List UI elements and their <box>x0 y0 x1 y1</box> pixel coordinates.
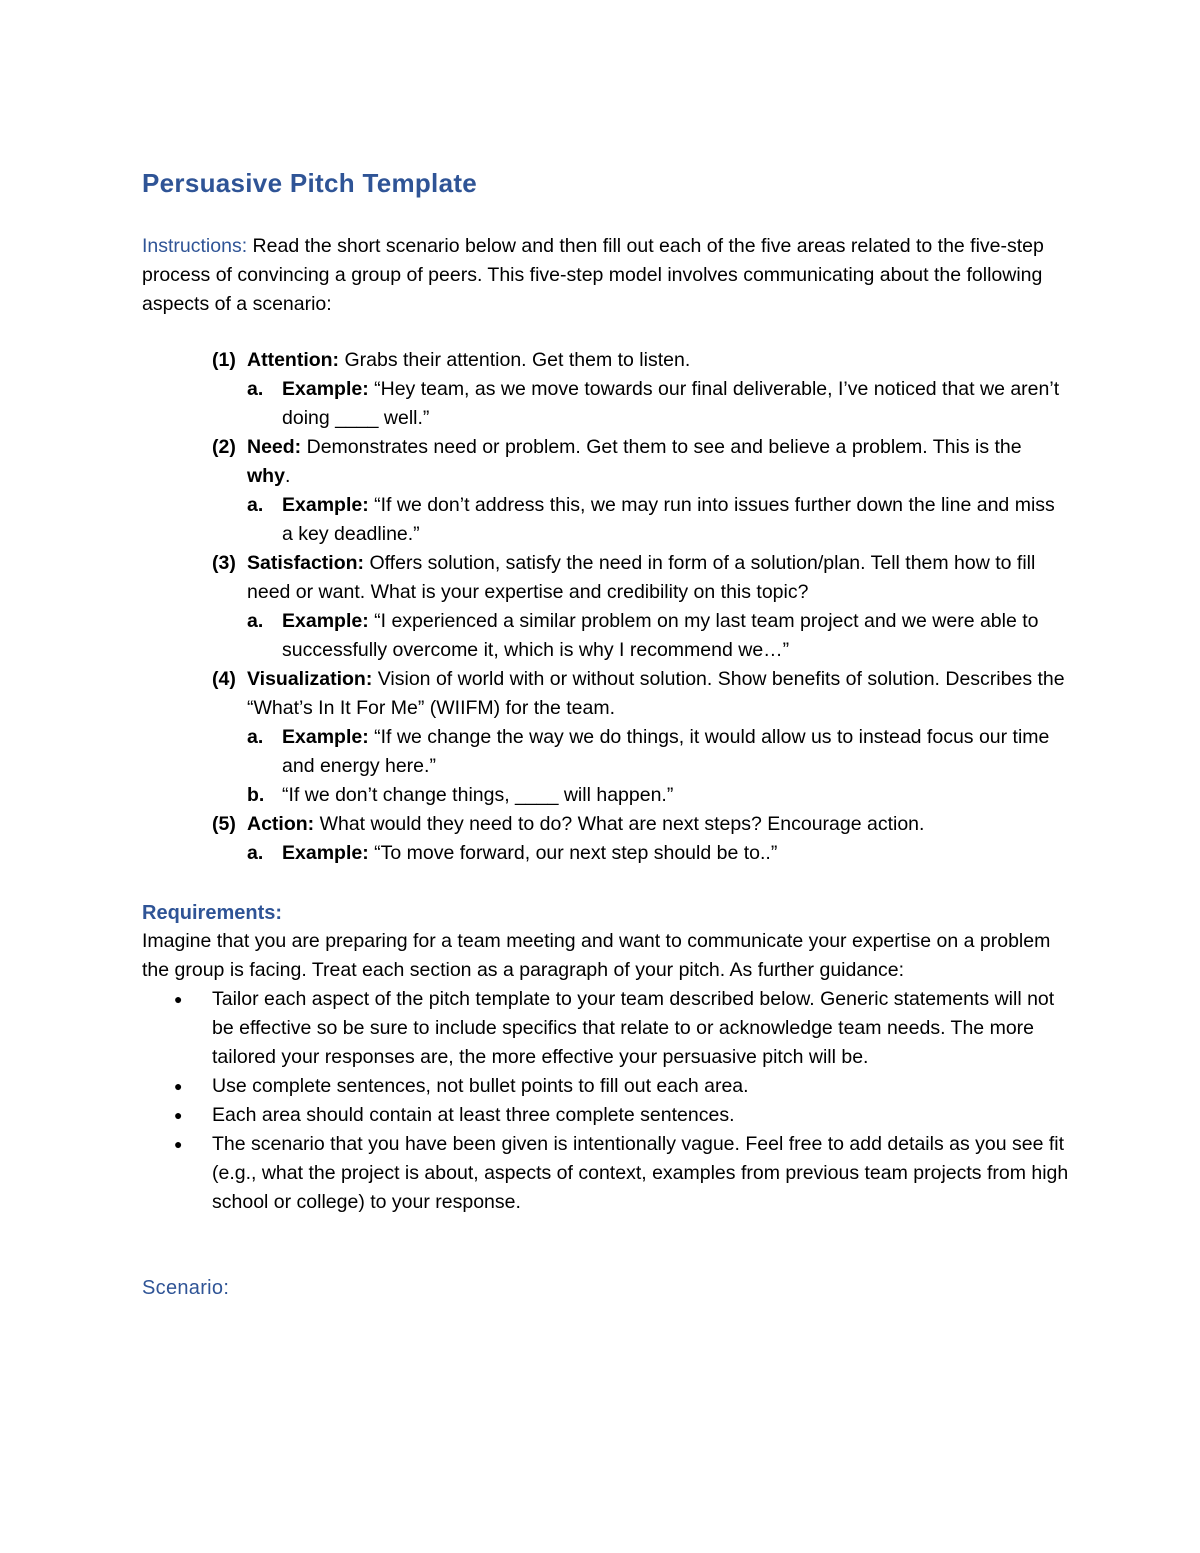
sub-text: “If we don’t address this, we may run into issues further down the line and miss a key deadline.” <box>282 494 1055 545</box>
sub-item <box>247 839 1070 868</box>
step-text-bold: why <box>247 465 285 487</box>
sub-label: Example: <box>282 610 369 632</box>
step-number: (3) <box>212 552 236 574</box>
bullet-text: Use complete sentences, not bullet points to fill out each area. <box>212 1075 749 1097</box>
sub-item <box>247 375 1070 433</box>
sub-letter: a. <box>247 842 264 864</box>
bullet-icon: ● <box>174 1136 183 1152</box>
step-text-end: . <box>284 465 291 487</box>
requirements-list <box>142 985 1070 1217</box>
step-label: Attention: <box>247 349 340 371</box>
sub-text: “Hey team, as we move towards our final deliverable, I’ve noticed that we aren’t doing ____ well.” <box>282 378 1060 429</box>
instructions-label: Instructions: <box>142 235 248 257</box>
step-item <box>212 433 1070 549</box>
bullet-text: The scenario that you have been given is intentionally vague. Feel free to add details as you see fit (e.g., what the project is about, aspects of context, examples from previous team projects from high school or college) to your response. <box>212 1133 1069 1213</box>
steps-list <box>212 346 1070 868</box>
sub-label: Example: <box>282 726 369 748</box>
sub-item <box>247 491 1070 549</box>
step-text: Demonstrates need or problem. Get them to see and believe a problem. This is the <box>301 436 1022 458</box>
sub-text: “If we change the way we do things, it would allow us to instead focus our time and energy here.” <box>282 726 1050 777</box>
list-item <box>142 1072 1070 1101</box>
step-item <box>212 810 1070 868</box>
step-number: (4) <box>212 668 236 690</box>
bullet-icon: ● <box>174 991 183 1007</box>
bullet-icon: ● <box>174 1107 183 1123</box>
step-label: Satisfaction: <box>247 552 365 574</box>
sub-letter: a. <box>247 726 264 748</box>
step-text: Offers solution, satisfy the need in form of a solution/plan. Tell them how to fill need or want. What is your expertise and credibility on this topic? <box>247 552 1036 603</box>
sub-item <box>247 781 1070 810</box>
sub-text: “To move forward, our next step should be to..” <box>368 842 778 864</box>
bullet-text: Each area should contain at least three complete sentences. <box>212 1104 735 1126</box>
sub-letter: a. <box>247 378 264 400</box>
sub-text: “If we don’t change things, ____ will happen.” <box>282 784 674 806</box>
step-text: What would they need to do? What are next steps? Encourage action. <box>314 813 925 835</box>
sub-item <box>247 723 1070 781</box>
sub-letter: a. <box>247 610 264 632</box>
bullet-icon: ● <box>174 1078 183 1094</box>
step-label: Visualization: <box>247 668 373 690</box>
step-item <box>212 665 1070 810</box>
step-text: Grabs their attention. Get them to listen. <box>339 349 691 371</box>
list-item <box>142 1130 1070 1217</box>
sub-label: Example: <box>282 494 369 516</box>
step-text: Vision of world with or without solution. Show benefits of solution. Describes the “What’s In It For Me” (WIIFM) for the team. <box>247 668 1065 719</box>
requirements-heading: Requirements: <box>142 902 283 924</box>
step-number: (1) <box>212 349 236 371</box>
list-item <box>142 1101 1070 1130</box>
page-title: Persuasive Pitch Template <box>142 168 478 198</box>
step-number: (5) <box>212 813 236 835</box>
sub-item <box>247 607 1070 665</box>
scenario-heading: Scenario: <box>142 1277 230 1299</box>
step-item <box>212 346 1070 433</box>
requirements-intro: Imagine that you are preparing for a team meeting and want to communicate your expertise on a problem the group is facing. Treat each section as a paragraph of your pitch. As further guidance: <box>142 930 1051 981</box>
instructions-text: Read the short scenario below and then fill out each of the five areas related to the five-step process of convincing a group of peers. This five-step model involves communicating about the following aspects of a scenario: <box>142 235 1044 315</box>
step-item <box>212 549 1070 665</box>
list-item <box>142 985 1070 1072</box>
sub-text: “I experienced a similar problem on my last team project and we were able to successfully overcome it, which is why I recommend we…” <box>282 610 1039 661</box>
sub-label: Example: <box>282 842 369 864</box>
sub-label: Example: <box>282 378 369 400</box>
step-label: Need: <box>247 436 302 458</box>
step-label: Action: <box>247 813 315 835</box>
step-number: (2) <box>212 436 236 458</box>
instructions-paragraph <box>142 232 1070 319</box>
sub-letter: a. <box>247 494 264 516</box>
sub-letter: b. <box>247 784 265 806</box>
bullet-text: Tailor each aspect of the pitch template to your team described below. Generic statements will not be effective so be sure to include specifics that relate to or acknowledge team needs. The more tailored your responses are, the more effective your persuasive pitch will be. <box>212 988 1055 1068</box>
